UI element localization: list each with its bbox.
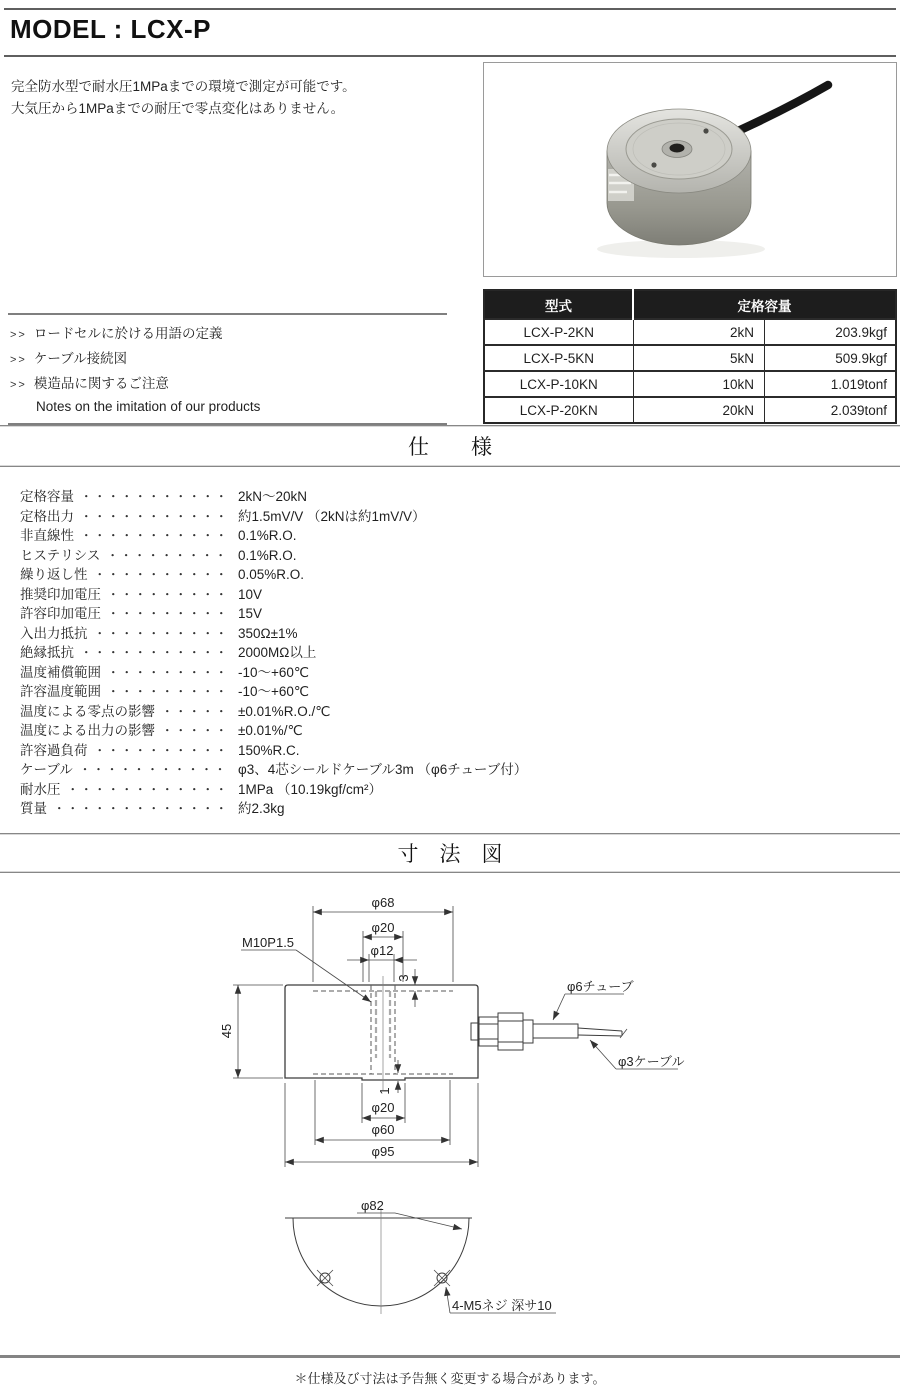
related-link-subtext: Notes on the imitation of our products (36, 399, 261, 414)
tube-label: φ6チューブ (567, 979, 634, 994)
spec-label-group (20, 643, 238, 663)
bolt-hole (434, 1270, 450, 1286)
spec-label-group (20, 799, 238, 819)
link-arrow-icon: >> (10, 329, 27, 341)
spec-row (20, 546, 527, 566)
spec-label: 温度補償範囲 (20, 664, 101, 680)
spec-dots-leader: ・・・・・・・・・・・ (80, 646, 229, 660)
related-link-label[interactable]: ロードセルに於ける用語の定義 (33, 326, 223, 341)
spec-label: 許容印加電圧 (20, 606, 101, 621)
related-link-label[interactable]: ケーブル接続図 (33, 351, 128, 366)
spec-row (20, 799, 527, 819)
capacity-converted-cell: 1.019tonf (765, 371, 897, 397)
table-row (484, 319, 896, 345)
spec-label: ヒステリシス (20, 547, 101, 563)
spec-value: 2kN～20kN (238, 489, 308, 504)
spec-dots-leader: ・・・・・・・・・ (107, 607, 229, 621)
spec-label: 繰り返し性 (20, 567, 88, 582)
model-cell: LCX-P-20KN (484, 397, 633, 423)
related-link[interactable] (10, 347, 447, 372)
spec-label: ケーブル (20, 762, 73, 777)
spec-label: 入出力抵抗 (20, 625, 88, 641)
spec-section-title: 仕 様 (408, 436, 492, 459)
spec-value: 0.1%R.O. (238, 547, 297, 563)
spec-row (20, 507, 527, 527)
capacity-kn-cell: 2kN (633, 319, 765, 345)
dim-height45-label: 45 (219, 1023, 234, 1039)
spec-section-header (0, 425, 900, 467)
spec-label: 質量 (20, 801, 47, 816)
spec-value: 1MPa （10.19kgf/cm²） (238, 781, 383, 797)
dim-phi95-label: φ95 (371, 1144, 395, 1159)
spec-dots-leader: ・・・・・・・・・・・ (80, 509, 229, 524)
model-cell: LCX-P-10KN (484, 371, 633, 397)
spec-value: 0.05%R.O. (238, 567, 305, 582)
spec-label: 定格出力 (20, 508, 74, 524)
capacity-kn-cell: 5kN (633, 345, 765, 371)
cable-outline (578, 1028, 622, 1036)
spec-dots-leader: ・・・・・・・・・ (107, 587, 229, 602)
column-header-model: 型式 (484, 290, 633, 319)
model-cell: LCX-P-2KN (484, 319, 633, 345)
spec-label-group (20, 741, 238, 761)
table-row (484, 345, 896, 371)
dim-step1-label: 1 (377, 1087, 392, 1095)
spec-dots-leader: ・・・・・・・・・・・ (78, 763, 228, 777)
spec-label: 非直線性 (20, 528, 74, 543)
top-rule (4, 8, 896, 10)
spec-label-group (20, 760, 238, 780)
footer-rule (0, 1355, 900, 1358)
tube-outline (533, 1024, 578, 1038)
spec-label-group (20, 565, 238, 585)
cable-label: φ3ケーブル (618, 1054, 685, 1069)
spec-dots-leader: ・・・・・・・・・・・・ (66, 782, 229, 797)
cable-in-photo (727, 85, 828, 136)
spec-dots-leader: ・・・・・・・・・・ (93, 568, 229, 582)
spec-label-group (20, 507, 238, 527)
spec-label: 温度による出力の影響 (20, 723, 155, 738)
product-description (11, 76, 356, 120)
spec-dots-leader: ・・・・・ (161, 724, 229, 738)
dimension-section-title: 寸 法 図 (397, 843, 503, 866)
capacity-converted-cell: 509.9kgf (765, 345, 897, 371)
spec-value: 350Ω±1% (238, 625, 298, 641)
spec-row (20, 663, 527, 683)
spec-list (20, 487, 527, 819)
model-cell: LCX-P-5KN (484, 345, 633, 371)
spec-label-group (20, 682, 238, 702)
spec-label-group (20, 780, 238, 800)
spec-label: 許容過負荷 (20, 742, 88, 758)
spec-row (20, 721, 527, 741)
spec-dots-leader: ・・・・・・・・・ (107, 665, 229, 680)
dimension-drawing (0, 890, 900, 1350)
related-link[interactable] (10, 372, 447, 397)
spec-dots-leader: ・・・・・・・・・・・ (80, 490, 229, 504)
spec-row (20, 526, 527, 546)
dim-phi20-top-label: φ20 (371, 920, 395, 935)
spec-value: ±0.01%R.O./℃ (238, 703, 331, 719)
spec-value: 150%R.C. (238, 742, 300, 758)
spec-label: 定格容量 (20, 489, 74, 504)
dim-depth3-label: 3 (396, 974, 411, 982)
spec-dots-leader: ・・・・・・・・・ (107, 685, 229, 699)
spec-dots-leader: ・・・・・・・・・・ (93, 743, 229, 758)
spec-value: 0.1%R.O. (238, 528, 297, 543)
spec-row (20, 585, 527, 605)
table-row (484, 397, 896, 423)
related-link-label[interactable]: 模造品に関するご注意 (33, 376, 169, 391)
capacity-kn-cell: 20kN (633, 397, 765, 423)
spec-row (20, 702, 527, 722)
dim-phi82-label: φ82 (361, 1198, 384, 1213)
spec-value: 約1.5mV/V （2kNは約1mV/V） (238, 508, 426, 524)
dim-phi68-label: φ68 (371, 895, 395, 910)
spec-label: 絶縁抵抗 (20, 645, 74, 660)
link-arrow-icon: >> (10, 379, 27, 391)
spec-dots-leader: ・・・・・・・・・・ (93, 626, 229, 641)
spec-row (20, 624, 527, 644)
capacity-kn-cell: 10kN (633, 371, 765, 397)
spec-label-group (20, 526, 238, 546)
footer-note: ＊仕様及び寸法は予告無く変更する場合があります。 (294, 1371, 606, 1386)
capacity-converted-cell: 2.039tonf (765, 397, 897, 423)
title-rule (4, 55, 896, 57)
capacity-table (483, 289, 897, 424)
page-title: MODEL : LCX-P (10, 14, 212, 44)
load-cell-photo (484, 63, 896, 276)
spec-row (20, 780, 527, 800)
spec-row (20, 643, 527, 663)
thread-label: M10P1.5 (242, 935, 295, 950)
spec-label: 推奨印加電圧 (20, 586, 101, 602)
description-line: 完全防水型で耐水圧1MPaまでの環境で測定が可能です。 (11, 79, 356, 94)
spec-row (20, 741, 527, 761)
link-arrow-icon: >> (10, 354, 27, 366)
dim-phi60-label: φ60 (371, 1122, 395, 1137)
product-photo (483, 62, 897, 277)
dim-phi20-bottom-label: φ20 (371, 1100, 395, 1115)
related-link[interactable] (10, 322, 447, 347)
spec-value: φ3、4芯シールドケーブル3m （φ6チューブ付） (238, 762, 528, 777)
spec-label-group (20, 624, 238, 644)
related-links (8, 313, 447, 425)
spec-row (20, 760, 527, 780)
spec-dots-leader: ・・・・・・・・・・・・・ (53, 802, 229, 816)
spec-value: -10～+60℃ (238, 664, 310, 680)
spec-value: 約2.3kg (238, 801, 285, 816)
bolt-hole (317, 1270, 333, 1286)
bolt-note-label: 4-M5ネジ 深サ10 (452, 1298, 552, 1313)
body-outline (285, 985, 478, 1080)
spec-label: 許容温度範囲 (20, 684, 101, 699)
table-row (484, 371, 896, 397)
spec-row (20, 604, 527, 624)
spec-dots-leader: ・・・・・ (161, 704, 229, 719)
spec-label-group (20, 546, 238, 566)
spec-value: 2000MΩ以上 (238, 645, 317, 660)
spec-row (20, 682, 527, 702)
description-line: 大気圧から1MPaまでの耐圧で零点変化はありません。 (11, 101, 345, 116)
spec-dots-leader: ・・・・・・・・・・・ (80, 529, 229, 543)
spec-row (20, 565, 527, 585)
spec-row (20, 487, 527, 507)
spec-label: 温度による零点の影響 (20, 703, 155, 719)
spec-value: -10～+60℃ (238, 684, 310, 699)
spec-label-group (20, 702, 238, 722)
spec-dots-leader: ・・・・・・・・・ (106, 548, 228, 563)
spec-label-group (20, 721, 238, 741)
spec-label-group (20, 604, 238, 624)
spec-value: 15V (238, 606, 263, 621)
spec-value: 10V (238, 586, 263, 602)
dimension-section-header (0, 833, 900, 873)
spec-label: 耐水圧 (20, 781, 61, 797)
column-header-capacity: 定格容量 (633, 290, 896, 319)
spec-value: ±0.01%/℃ (238, 723, 303, 738)
dim-phi12-label: φ12 (370, 943, 394, 958)
spec-label-group (20, 487, 238, 507)
cable-gland (471, 1013, 627, 1050)
spec-label-group (20, 663, 238, 683)
spec-label-group (20, 585, 238, 605)
capacity-converted-cell: 203.9kgf (765, 319, 897, 345)
capacity-table-header-row (484, 290, 896, 319)
capacity-table-body (484, 319, 896, 423)
